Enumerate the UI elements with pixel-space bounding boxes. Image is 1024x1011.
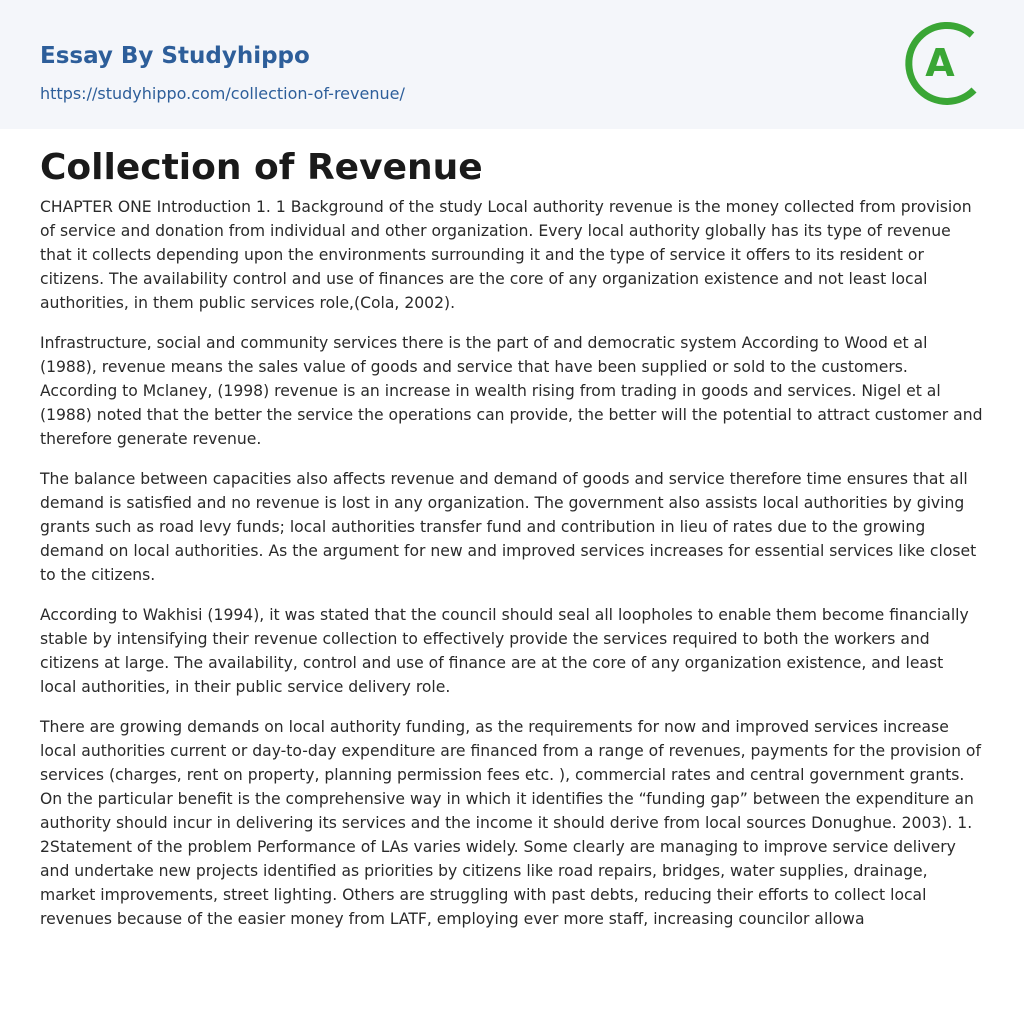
logo-letter: A xyxy=(925,41,955,85)
paragraph: CHAPTER ONE Introduction 1. 1 Background of the study Local authority revenue is the money collected from provision of service and donation from individual and other organization. Every local authority globally has its type of revenue that it collects depending upon the environments surrounding it and the type of service it offers to its resident or citizens. The availability control and use of finances are the core of any organization existence and not least local authorities, in them public services role,(Cola, 2002). xyxy=(40,198,972,312)
paragraph: According to Wakhisi (1994), it was stated that the council should seal all loopholes to enable them become financially stable by intensifying their revenue collection to effectively provide the services required to both the workers and citizens at large. The availability, control and use of finance are at the core of any organization existence, and least local authorities, in their public service delivery role. xyxy=(40,606,969,696)
article-body xyxy=(40,195,984,931)
paragraph: The balance between capacities also affects revenue and demand of goods and service therefore time ensures that all demand is satisfied and no revenue is lost in any organization. The government also assists local authorities by giving grants such as road levy funds; local authorities transfer fund and contribution in lieu of rates due to the growing demand on local authorities. As the argument for new and improved services increases for essential services like closet to the citizens. xyxy=(40,470,977,584)
site-title[interactable]: Essay By Studyhippo xyxy=(40,43,310,69)
paragraph: Infrastructure, social and community services there is the part of and democratic system According to Wood et al (1988), revenue means the sales value of goods and service that have been supplied or sold to the customers. According to Mclaney, (1998) revenue is an increase in wealth rising from trading in goods and services. Nigel et al (1988) noted that the better the service the operations can provide, the better will the potential to attract customer and therefore generate revenue. xyxy=(40,334,983,448)
paragraph: There are growing demands on local authority funding, as the requirements for now and improved services increase local authorities current or day-to-day expenditure are financed from a range of revenues, payments for the provision of services (charges, rent on property, planning permission fees etc. ), commercial rates and central government grants. On the particular benefit is the comprehensive way in which it identifies the “funding gap” between the expenditure an authority should incur in delivering its services and the income it should derive from local sources Donughue. 2003). 1. 2Statement of the problem Performance of LAs varies widely. Some clearly are managing to improve service delivery and undertake new projects identified as priorities by citizens like road repairs, bridges, water supplies, drainage, market improvements, street lighting. Others are struggling with past debts, reducing their efforts to collect local revenues because of the easier money from LATF, employing ever more staff, increasing councilor allowa xyxy=(40,718,981,928)
source-url-link[interactable]: https://studyhippo.com/collection-of-revenue/ xyxy=(40,84,405,103)
studyhippo-logo-icon[interactable] xyxy=(894,18,990,108)
article xyxy=(40,145,984,947)
site-header xyxy=(0,0,1024,129)
page-title: Collection of Revenue xyxy=(40,147,483,188)
